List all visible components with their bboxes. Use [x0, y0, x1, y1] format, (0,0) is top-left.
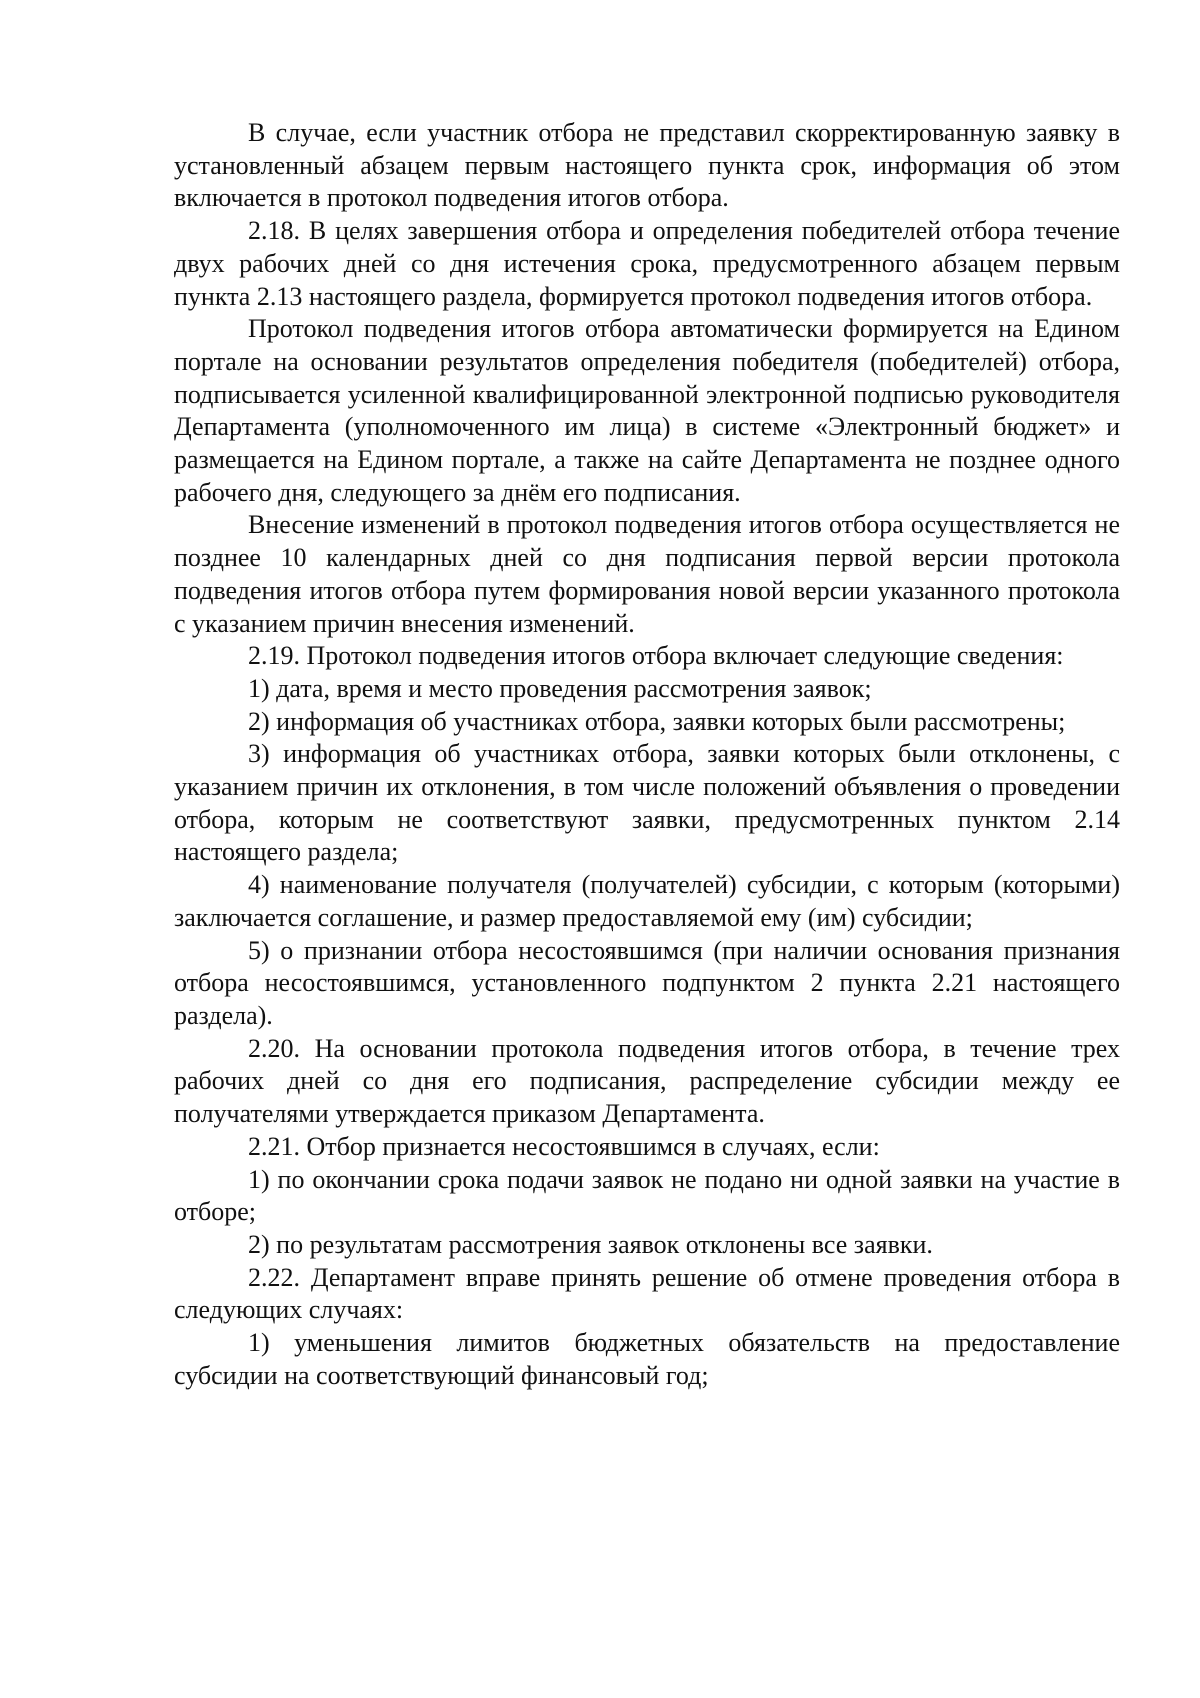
list-item: 3) информация об участниках отбора, заявки которых были отклонены, с указанием причин их отклонения, в том числе положений объявления о проведении отбора, которым не соответствуют заявки, предусмотренных пунктом 2.14 настоящего раздела;	[174, 739, 1120, 867]
paragraph: В случае, если участник отбора не представил скорректированную заявку в установленный абзацем первым настоящего пункта срок, информация об этом включается в протокол подведения итогов отбора.	[174, 118, 1120, 213]
list-item: 1) дата, время и место проведения рассмотрения заявок;	[248, 673, 872, 703]
list-item: 4) наименование получателя (получателей) субсидии, с которым (которыми) заключается соглашение, и размер предоставляемой ему (им) субсидии;	[174, 870, 1120, 932]
document-page	[174, 117, 1120, 1392]
list-item: 5) о признании отбора несостоявшимся (при наличии основания признания отбора несостоявшимся, установленного подпунктом 2 пункта 2.21 настоящего раздела).	[174, 935, 1120, 1030]
list-item: 1) по окончании срока подачи заявок не подано ни одной заявки на участие в отборе;	[174, 1164, 1120, 1227]
list-item: 2) информация об участниках отбора, заявки которых были рассмотрены;	[248, 706, 1066, 736]
paragraph: 2.21. Отбор признается несостоявшимся в случаях, если:	[248, 1131, 880, 1161]
paragraph: Внесение изменений в протокол подведения итогов отбора осуществляется не позднее 10 календарных дней со дня подписания первой версии протокола подведения итогов отбора путем формирования новой версии указанного протокола с указанием причин внесения изменений.	[174, 510, 1120, 638]
paragraph: 2.22. Департамент вправе принять решение об отмене проведения отбора в следующих случаях:	[174, 1262, 1120, 1325]
list-item: 1) уменьшения лимитов бюджетных обязательств на предоставление субсидии на соответствующий финансовый год;	[174, 1328, 1120, 1390]
paragraph: 2.18. В целях завершения отбора и определения победителей отбора течение двух рабочих дней со дня истечения срока, предусмотренного абзацем первым пункта 2.13 настоящего раздела, формируется протокол подведения итогов отбора.	[174, 216, 1120, 311]
paragraph: Протокол подведения итогов отбора автоматически формируется на Едином портале на основании результатов определения победителя (победителей) отбора, подписывается усиленной квалифицированной электронной подписью руководителя Департамента (уполномоченного им лица) в системе «Электронный бюджет» и размещается на Едином портале, а также на сайте Департамента не позднее одного рабочего дня, следующего за днём его подписания.	[174, 314, 1120, 507]
list-item: 2) по результатам рассмотрения заявок отклонены все заявки.	[248, 1229, 933, 1259]
paragraph: 2.19. Протокол подведения итогов отбора включает следующие сведения:	[248, 641, 1064, 671]
paragraph: 2.20. На основании протокола подведения итогов отбора, в течение трех рабочих дней со дня его подписания, распределение субсидии между ее получателями утверждается приказом Департамента.	[174, 1033, 1120, 1129]
